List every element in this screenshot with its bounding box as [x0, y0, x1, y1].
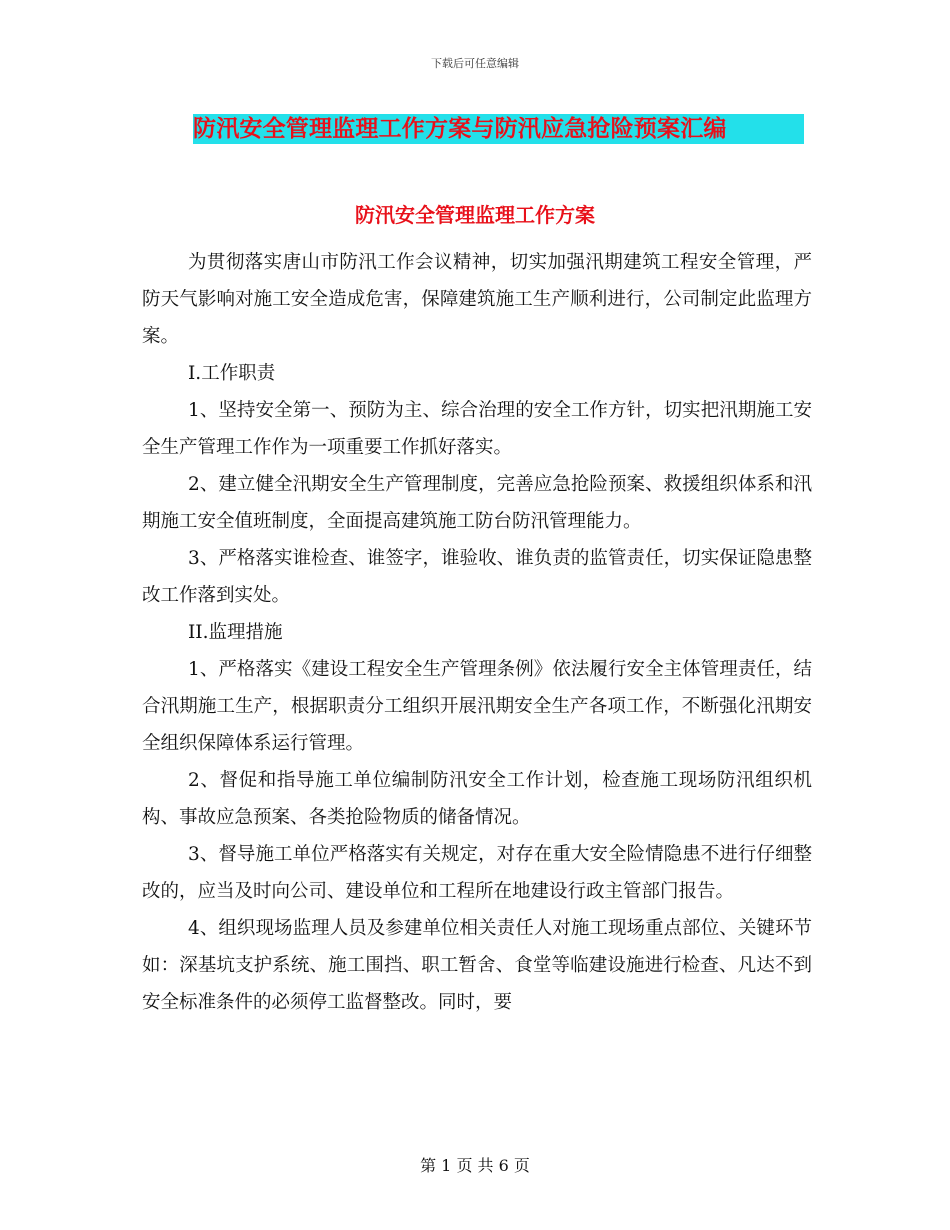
section-heading-measures: II.监理措施	[188, 622, 283, 643]
document-body	[142, 244, 812, 1021]
duty-item-2: 2、建立健全汛期安全生产管理制度，完善应急抢险预案、救援组织体系和汛期施工安全值班制度，全面提高建筑施工防台防汛管理能力。	[142, 474, 812, 532]
duty-item-1: 1、坚持安全第一、预防为主、综合治理的安全工作方针，切实把汛期施工安全生产管理工作作为一项重要工作抓好落实。	[142, 400, 812, 458]
document-main-title: 防汛安全管理监理工作方案与防汛应急抢险预案汇编	[193, 114, 804, 144]
duty-item-3: 3、严格落实谁检查、谁签字，谁验收、谁负责的监管责任，切实保证隐患整改工作落到实处。	[142, 548, 812, 606]
section-title: 防汛安全管理监理工作方案	[355, 203, 595, 227]
measure-item-4: 4、组织现场监理人员及参建单位相关责任人对施工现场重点部位、关键环节如：深基坑支护系统、施工围挡、职工暂舍、食堂等临建设施进行检查、凡达不到安全标准条件的必须停工监督整改。同时，要	[142, 918, 812, 1013]
page-number-footer: 第 1 页 共 6 页	[420, 1156, 530, 1175]
page-header-note: 下载后可任意编辑	[431, 57, 519, 70]
measure-item-1: 1、严格落实《建设工程安全生产管理条例》依法履行安全主体管理责任，结合汛期施工生产，根据职责分工组织开展汛期安全生产各项工作，不断强化汛期安全组织保障体系运行管理。	[142, 659, 812, 754]
measure-item-3: 3、督导施工单位严格落实有关规定，对存在重大安全险情隐患不进行仔细整改的，应当及时向公司、建设单位和工程所在地建设行政主管部门报告。	[142, 844, 812, 902]
measure-item-2: 2、督促和指导施工单位编制防汛安全工作计划，检查施工现场防汛组织机构、事故应急预案、各类抢险物质的储备情况。	[142, 770, 812, 828]
section-heading-duties: I.工作职责	[188, 363, 276, 384]
intro-paragraph: 为贯彻落实唐山市防汛工作会议精神，切实加强汛期建筑工程安全管理，严防天气影响对施工安全造成危害，保障建筑施工生产顺利进行，公司制定此监理方案。	[142, 252, 812, 347]
